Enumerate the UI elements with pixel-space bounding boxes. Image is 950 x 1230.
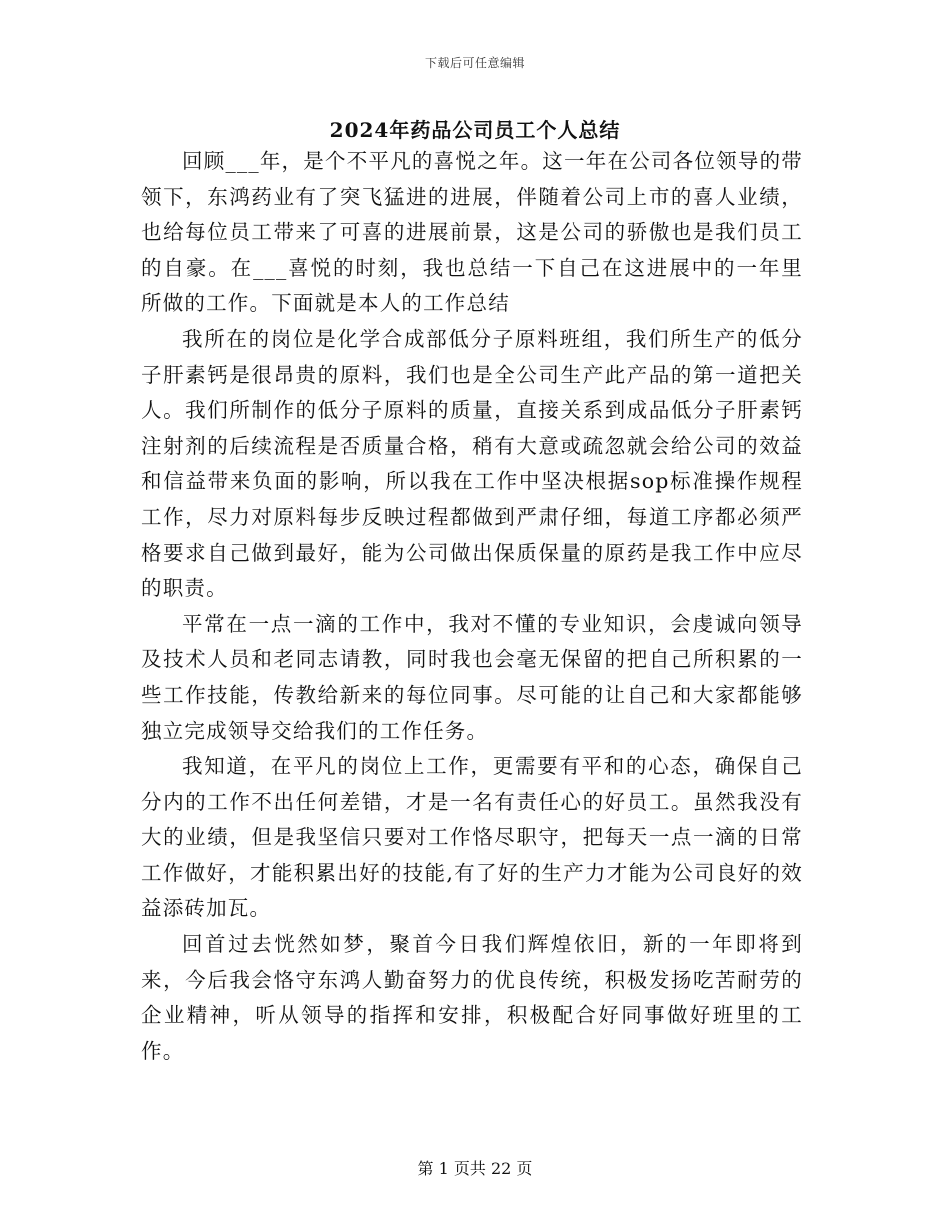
- paragraph-5: 回首过去恍然如梦，聚首今日我们辉煌依旧，新的一年即将到来，今后我会恪守东鸿人勤奋努力的优良传统，积极发扬吃苦耐劳的企业精神，听从领导的指挥和安排，积极配合好同事做好班里的工作。: [141, 932, 803, 1063]
- paragraph-4: 我知道，在平凡的岗位上工作，更需要有平和的心态，确保自己分内的工作不出任何差错，才是一名有责任心的好员工。虽然我没有大的业绩，但是我坚信只要对工作恪尽职守，把每天一点一滴的日常工作做好，才能积累出好的技能,有了好的生产力才能为公司良好的效益添砖加瓦。: [141, 754, 803, 921]
- paragraph-2: 我所在的岗位是化学合成部低分子原料班组，我们所生产的低分子肝素钙是很昂贵的原料，我们也是全公司生产此产品的第一道把关人。我们所制作的低分子原料的质量，直接关系到成品低分子肝素钙注射剂的后续流程是否质量合格，稍有大意或疏忽就会给公司的效益和信益带来负面的影响，所以我在工作中坚决根据sop标准操作规程工作，尽力对原料每步反映过程都做到严肃仔细，每道工序都必须严格要求自己做到最好，能为公司做出保质保量的原药是我工作中应尽的职责。: [141, 326, 803, 601]
- document-title: 2024年药品公司员工个人总结: [329, 118, 621, 142]
- document-body: [141, 144, 803, 1069]
- paragraph-1: 回顾___年，是个不平凡的喜悦之年。这一年在公司各位领导的带领下，东鸿药业有了突飞猛进的进展，伴随着公司上市的喜人业绩，也给每位员工带来了可喜的进展前景，这是公司的骄傲也是我们员工的自豪。在___喜悦的时刻，我也总结一下自己在这进展中的一年里所做的工作。下面就是本人的工作总结: [141, 149, 803, 316]
- page-header-note: 下载后可任意编辑: [424, 56, 525, 70]
- page-number: 第 1 页共 22 页: [417, 1159, 533, 1178]
- paragraph-3: 平常在一点一滴的工作中，我对不懂的专业知识，会虔诚向领导及技术人员和老同志请教，同时我也会毫无保留的把自己所积累的一些工作技能，传教给新来的每位同事。尽可能的让自己和大家都能够独立完成领导交给我们的工作任务。: [141, 611, 803, 743]
